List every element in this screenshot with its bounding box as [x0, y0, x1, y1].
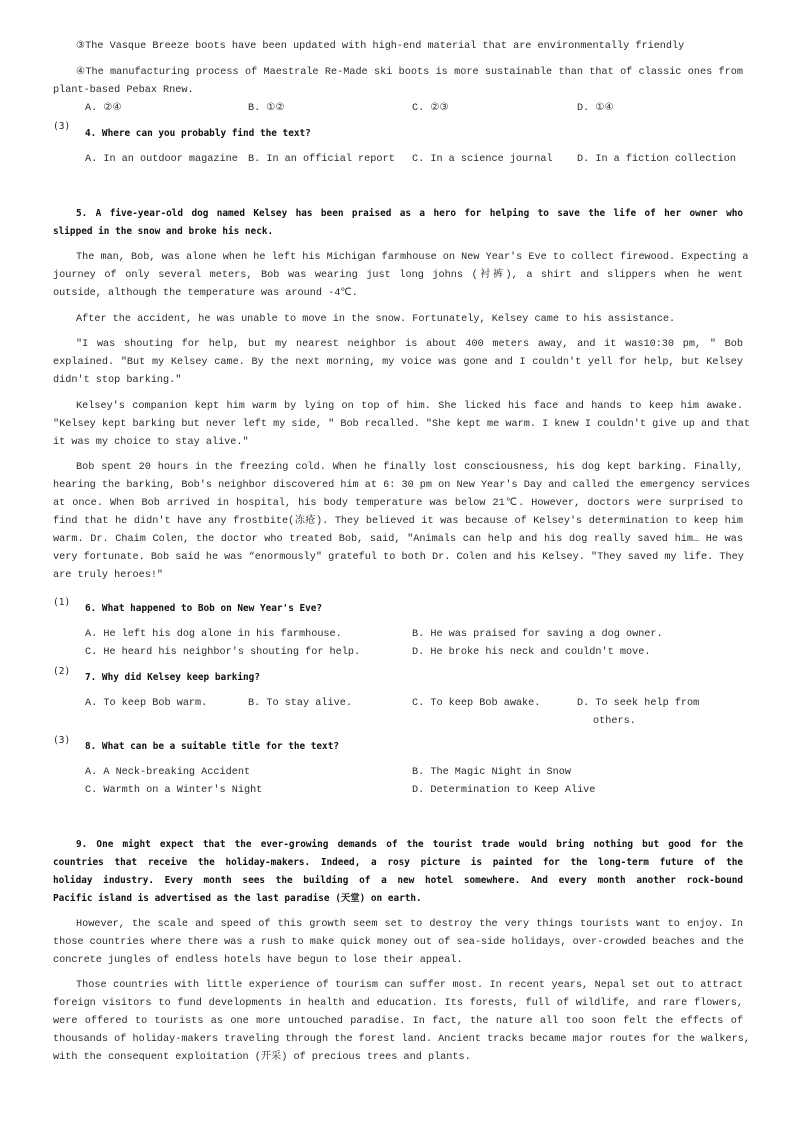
passage5-p5-line-3: at once. When Bob arrived in hospital, his body temperature was below 21℃. However, doctors were surprised to: [53, 498, 743, 509]
q3-option-line-4b: plant-based Pebax Rnew.: [53, 85, 194, 96]
passage5-p3-line-3: didn't stop barking.": [53, 375, 182, 386]
q3-choice-a[interactable]: A. ②④: [85, 103, 122, 114]
q7-stem: 7. Why did Kelsey keep barking?: [85, 672, 260, 683]
q7-choice-c[interactable]: C. To keep Bob awake.: [412, 698, 541, 709]
passage5-p1-line-1: The man, Bob, was alone when he left his Michigan farmhouse on New Year's Eve to collect firewood. Expecting a: [76, 252, 749, 263]
passage5-p5-line-7: are truly heroes!": [53, 570, 164, 581]
q6-stem: 6. What happened to Bob on New Year's Eve?: [85, 603, 323, 614]
q4-choice-b[interactable]: B. In an official report: [248, 154, 395, 165]
q6-choice-d[interactable]: D. He broke his neck and couldn't move.: [412, 647, 651, 658]
passage5-p2-line-1: After the accident, he was unable to move in the snow. Fortunately, Kelsey came to his assistance.: [76, 314, 676, 325]
q4-stem: 4. Where can you probably find the text?: [85, 128, 311, 139]
passage9-p2-line-4: thousands of holiday-makers traveling through the forest land. Ancient tracks became major routes for the walkers,: [53, 1034, 750, 1045]
passage5-p5-line-2: hearing the barking, Bob's neighbor discovered him at 6: 30 pm on New Year's Day and called the emergency services: [53, 480, 750, 491]
q6-choice-b[interactable]: B. He was praised for saving a dog owner.: [412, 629, 663, 640]
q6-number: (1): [53, 597, 71, 608]
passage5-p3-line-1: "I was shouting for help, but my nearest neighbor is about 400 meters away, and it was10:30 pm, " Bob: [76, 339, 743, 350]
passage5-p1-line-3: outside, although the temperature was around -4℃.: [53, 288, 358, 299]
q8-number: (3): [53, 735, 71, 746]
q8-choice-b[interactable]: B. The Magic Night in Snow: [412, 767, 571, 778]
q8-stem: 8. What can be a suitable title for the text?: [85, 741, 339, 752]
q3-choice-b[interactable]: B. ①②: [248, 103, 285, 114]
q7-choice-d-continued: others.: [593, 716, 636, 727]
passage5-p3-line-2: explained. "But my Kelsey came. By the next morning, my voice was gone and I couldn't yell for help, but Kelsey: [53, 357, 743, 368]
q8-choice-a[interactable]: A. A Neck-breaking Accident: [85, 767, 251, 778]
q3-option-line-4a: ④The manufacturing process of Maestrale Re-Made ski boots is more sustainable than that of classic ones from: [76, 67, 743, 78]
passage9-p1-line-1: However, the scale and speed of this growth seem set to destroy the very things tourists want to enjoy. In: [76, 919, 743, 930]
q3-choice-c[interactable]: C. ②③: [412, 103, 449, 114]
passage5-title-line-2: slipped in the snow and broke his neck.: [53, 226, 274, 237]
q4-number: (3): [53, 121, 71, 132]
passage9-p1-line-3: concrete jungles of endless hotels have begun to lose their appeal.: [53, 955, 463, 966]
passage5-p5-line-6: very fortunate. Bob said he was “enormously" grateful to both Dr. Colen and his Kelsey. "They saved my life. They: [53, 552, 744, 563]
q7-choice-a[interactable]: A. To keep Bob warm.: [85, 698, 208, 709]
passage9-intro-line-1: 9. One might expect that the ever-growing demands of the tourist trade would bring nothing but good for the: [76, 839, 743, 850]
q6-choice-c[interactable]: C. He heard his neighbor's shouting for help.: [85, 647, 361, 658]
q7-choice-b[interactable]: B. To stay alive.: [248, 698, 352, 709]
q3-choice-d[interactable]: D. ①④: [577, 103, 614, 114]
passage5-p4-line-2: "Kelsey kept barking but never left my side, " Bob recalled. "She kept me warm. I knew I couldn't give up and that: [53, 419, 750, 430]
q4-choice-c[interactable]: C. In a science journal: [412, 154, 553, 165]
passage5-p5-line-4: find that he didn't have any frostbite(冻疮). They believed it was because of Kelsey's determination to keep him: [53, 516, 743, 527]
passage5-p4-line-1: Kelsey's companion kept him warm by lying on top of him. She licked his face and hands to keep him awake.: [76, 401, 743, 412]
passage9-p2-line-3: were offered to tourists as one more untouched paradise. In fact, the nature all too soon felt the effects of: [53, 1016, 743, 1027]
passage5-p5-line-1: Bob spent 20 hours in the freezing cold. When he finally lost consciousness, his dog kept barking. Finally,: [76, 462, 743, 473]
q8-choice-d[interactable]: D. Determination to Keep Alive: [412, 785, 596, 796]
passage5-p1-line-2: journey of only several meters, Bob was wearing just long johns (衬裤), a shirt and slippers when he went: [53, 270, 743, 281]
q7-number: (2): [53, 666, 71, 677]
passage9-intro-line-3: holiday industry. Every month sees the building of a new hotel somewhere. And every month another rock-bound: [53, 875, 743, 886]
q7-choice-d[interactable]: D. To seek help from: [577, 698, 700, 709]
q4-choice-a[interactable]: A. In an outdoor magazine: [85, 154, 238, 165]
passage5-p4-line-3: it was my choice to stay alive.": [53, 437, 249, 448]
passage9-p2-line-2: foreign visitors to fund developments in health and education. Its forests, full of wildlife, and rare flowers,: [53, 998, 743, 1009]
q8-choice-c[interactable]: C. Warmth on a Winter's Night: [85, 785, 263, 796]
passage9-intro-line-2: countries that receive the holiday-makers. Indeed, a rosy picture is painted for the long-term future of the: [53, 857, 743, 868]
passage9-intro-line-4: Pacific island is advertised as the last paradise (天堂) on earth.: [53, 893, 422, 904]
passage9-p2-line-1: Those countries with little experience of tourism can suffer most. In recent years, Nepal set out to attract: [76, 980, 743, 991]
passage9-p2-line-5: with the consequent exploitation (开采) of precious trees and plants.: [53, 1052, 471, 1063]
passage5-p5-line-5: warm. Dr. Chaim Colen, the doctor who treated Bob, said, "Animals can help and his dog really saved him… He was: [53, 534, 743, 545]
passage9-p1-line-2: those countries where there was a rush to make quick money out of sea-side holidays, over-crowded beaches and the: [53, 937, 744, 948]
q3-option-line-3: ③The Vasque Breeze boots have been updated with high-end material that are environmentally friendly: [76, 41, 685, 52]
passage5-title-line-1: 5. A five-year-old dog named Kelsey has been praised as a hero for helping to save the life of her owner who: [76, 208, 743, 219]
q6-choice-a[interactable]: A. He left his dog alone in his farmhouse.: [85, 629, 342, 640]
q4-choice-d[interactable]: D. In a fiction collection: [577, 154, 736, 165]
